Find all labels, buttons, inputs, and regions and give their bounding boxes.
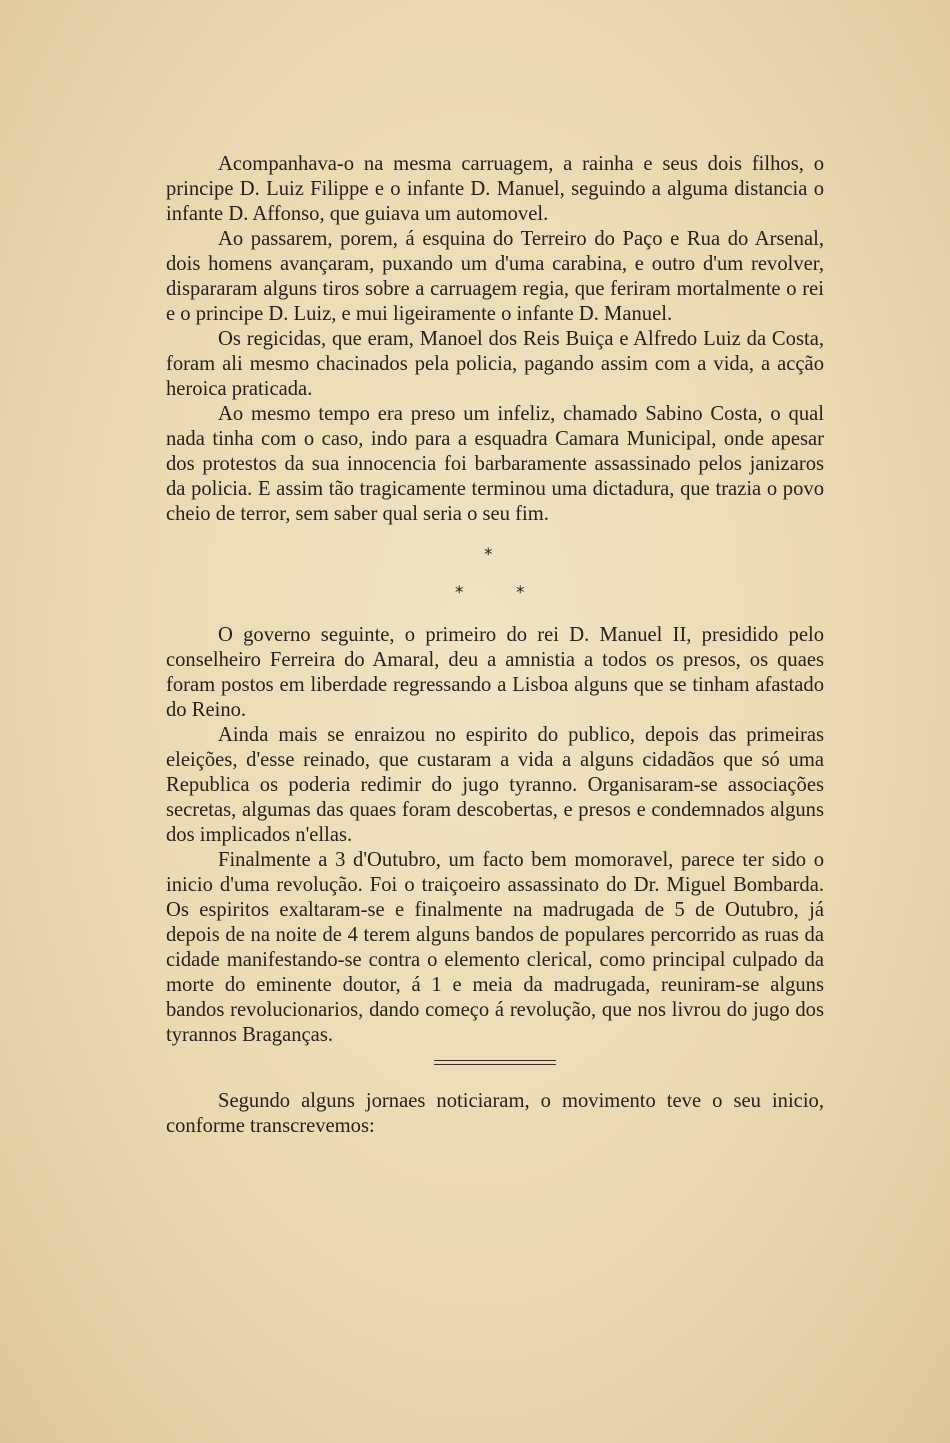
text-column (166, 152, 824, 1139)
separator-star-icon: * (484, 545, 493, 565)
closing-paragraph: Segundo alguns jornaes noticiaram, o movimento teve o seu inicio, conforme transcrevemos: (166, 1090, 824, 1137)
paragraph: Finalmente a 3 d'Outubro, um facto bem momoravel, parece ter sido o inicio d'uma revolução. Foi o traiçoeiro assassinato do Dr. Miguel Bombarda. Os espiritos exaltaram-se e finalmente na madrugada de 5 de Outubro, já depois de na noite de 4 terem alguns bandos de populares percorrido as ruas da cidade manifestando-se contra o elemento clerical, como principal culpado da morte do eminente doutor, á 1 e meia da madrugada, reuniram-se alguns bandos revolucionarios, dando começo á revolução, que nos livrou do jugo dos tyrannos Braganças. (166, 849, 824, 1046)
double-rule-divider (434, 1060, 556, 1065)
paragraph: Acompanhava-o na mesma carruagem, a rainha e seus dois filhos, o principe D. Luiz Filippe e o infante D. Manuel, seguindo a alguma distancia o infante D. Affonso, que guiava um automovel. (166, 153, 824, 225)
section-separator-asterism (166, 539, 824, 617)
paragraph: Ao mesmo tempo era preso um infeliz, chamado Sabino Costa, o qual nada tinha com o caso, indo para a esquadra Camara Municipal, onde apesar dos protestos da sua innocencia foi barbaramente assassinado pelos janizaros da policia. E assim tão tragicamente terminou uma dictadura, que trazia o povo cheio de terror, sem saber qual seria o seu fim. (166, 403, 824, 525)
paragraph: Ainda mais se enraizou no espirito do publico, depois das primeiras eleições, d'esse reinado, que custaram a vida a alguns cidadãos que só uma Republica os poderia redimir do jugo tyranno. Organisaram-se associações secretas, algumas das quaes foram descobertas, e presos e condemnados alguns dos implicados n'ellas. (166, 724, 824, 846)
paragraph: Ao passarem, porem, á esquina do Terreiro do Paço e Rua do Arsenal, dois homens avançaram, puxando um d'uma carabina, e outro d'um revolver, dispararam alguns tiros sobre a carruagem regia, que feriram mortalmente o rei e o principe D. Luiz, e mui ligeiramente o infante D. Manuel. (166, 228, 824, 325)
paragraph: Os regicidas, que eram, Manoel dos Reis Buiça e Alfredo Luiz da Costa, foram ali mesmo chacinados pela policia, pagando assim com a vida, a acção heroica praticada. (166, 328, 824, 400)
paragraph: O governo seguinte, o primeiro do rei D. Manuel II, presidido pelo conselheiro Ferreira do Amaral, deu a amnistia a todos os presos, os quaes foram postos em liberdade regressando a Lisboa alguns que se tinham afastado do Reino. (166, 624, 824, 721)
separator-star-icon: * (516, 583, 525, 603)
separator-star-icon: * (455, 583, 464, 603)
